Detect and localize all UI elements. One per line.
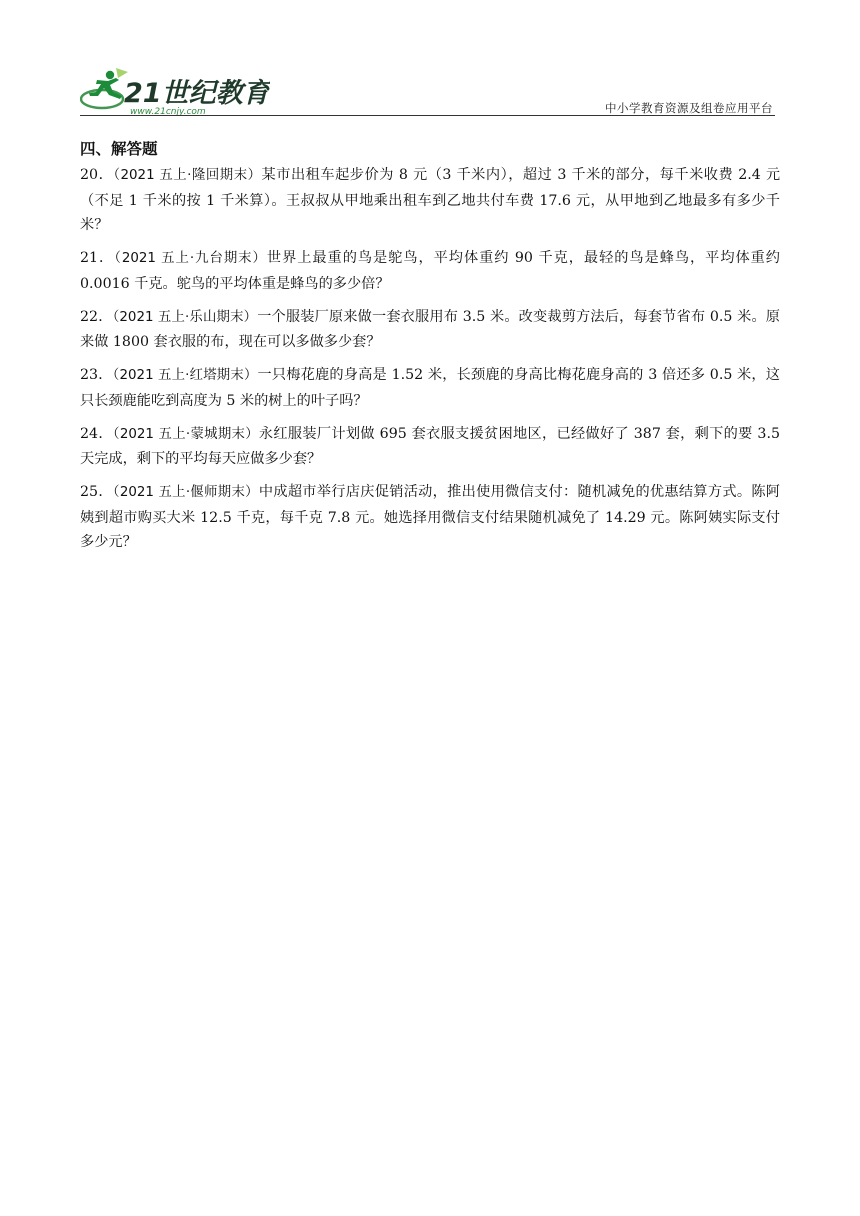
question-source: （2021 五上·偃师期末） bbox=[112, 485, 259, 500]
question-text: 世界上最重的鸟是鸵鸟，平均体重约 90 千克，最轻的鸟是蜂鸟，平均体重约 0.0016 千克。鸵鸟的平均体重是蜂鸟的多少倍？ bbox=[80, 250, 780, 292]
question-21 bbox=[80, 246, 780, 296]
question-text: 一只梅花鹿的身高是 1.52 米，长颈鹿的身高比梅花鹿身高的 3 倍还多 0.5 米，这只长颈鹿能吃到高度为 5 米的树上的叶子吗？ bbox=[80, 367, 780, 409]
platform-tagline: 中小学教育资源及组卷应用平台 bbox=[605, 101, 773, 115]
question-20 bbox=[80, 163, 780, 238]
question-number: 23． bbox=[80, 367, 113, 383]
question-source: （2021 五上·乐山期末） bbox=[112, 309, 258, 325]
question-text: 永红服装厂计划做 695 套衣服支援贫困地区，已经做好了 387 套，剩下的要 3.5 天完成，剩下的平均每天应做多少套？ bbox=[80, 425, 780, 467]
question-number: 22． bbox=[80, 308, 113, 325]
question-text: 中成超市举行店庆促销活动，推出使用微信支付：随机减免的优惠结算方式。陈阿姨到超市购买大米 12.5 千克，每千克 7.8 元。她选择用微信支付结果随机减免了 14.29 元。陈阿姨实际支付多少元？ bbox=[80, 484, 780, 550]
question-text: 某市出租车起步价为 8 元（3 千米内），超过 3 千米的部分，每千米收费 2.4 元（不足 1 千米的按 1 千米算）。王叔叔从甲地乘出租车到乙地共付车费 17.6 元，从甲地到乙地最多有多少千米？ bbox=[80, 167, 781, 233]
question-source: （2021 五上·红塔期末） bbox=[112, 368, 258, 383]
question-25 bbox=[80, 480, 780, 555]
question-number: 25． bbox=[80, 484, 113, 500]
page-header bbox=[80, 66, 775, 118]
question-number: 20． bbox=[80, 167, 114, 183]
logo-url: www.21cnjy.com bbox=[130, 107, 206, 116]
question-source: （2021 五上·九台期末） bbox=[114, 251, 267, 266]
question-number: 21． bbox=[80, 250, 115, 266]
question-list bbox=[80, 163, 780, 563]
logo-text: 21世纪教育 bbox=[124, 78, 270, 109]
question-23 bbox=[80, 363, 780, 413]
question-source: （2021 五上·隆回期末） bbox=[113, 168, 262, 183]
logo-graphic bbox=[80, 66, 270, 116]
question-number: 24． bbox=[80, 425, 113, 442]
logo bbox=[80, 66, 270, 116]
question-24 bbox=[80, 422, 780, 472]
question-22 bbox=[80, 305, 780, 355]
question-text: 一个服装厂原来做一套衣服用布 3.5 米。改变裁剪方法后，每套节省布 0.5 米。原来做 1800 套衣服的布，现在可以多做多少套？ bbox=[80, 308, 780, 350]
question-source: （2021 五上·蒙城期末） bbox=[112, 426, 259, 442]
header-divider bbox=[80, 115, 775, 116]
section-title: 四、解答题 bbox=[80, 140, 158, 158]
